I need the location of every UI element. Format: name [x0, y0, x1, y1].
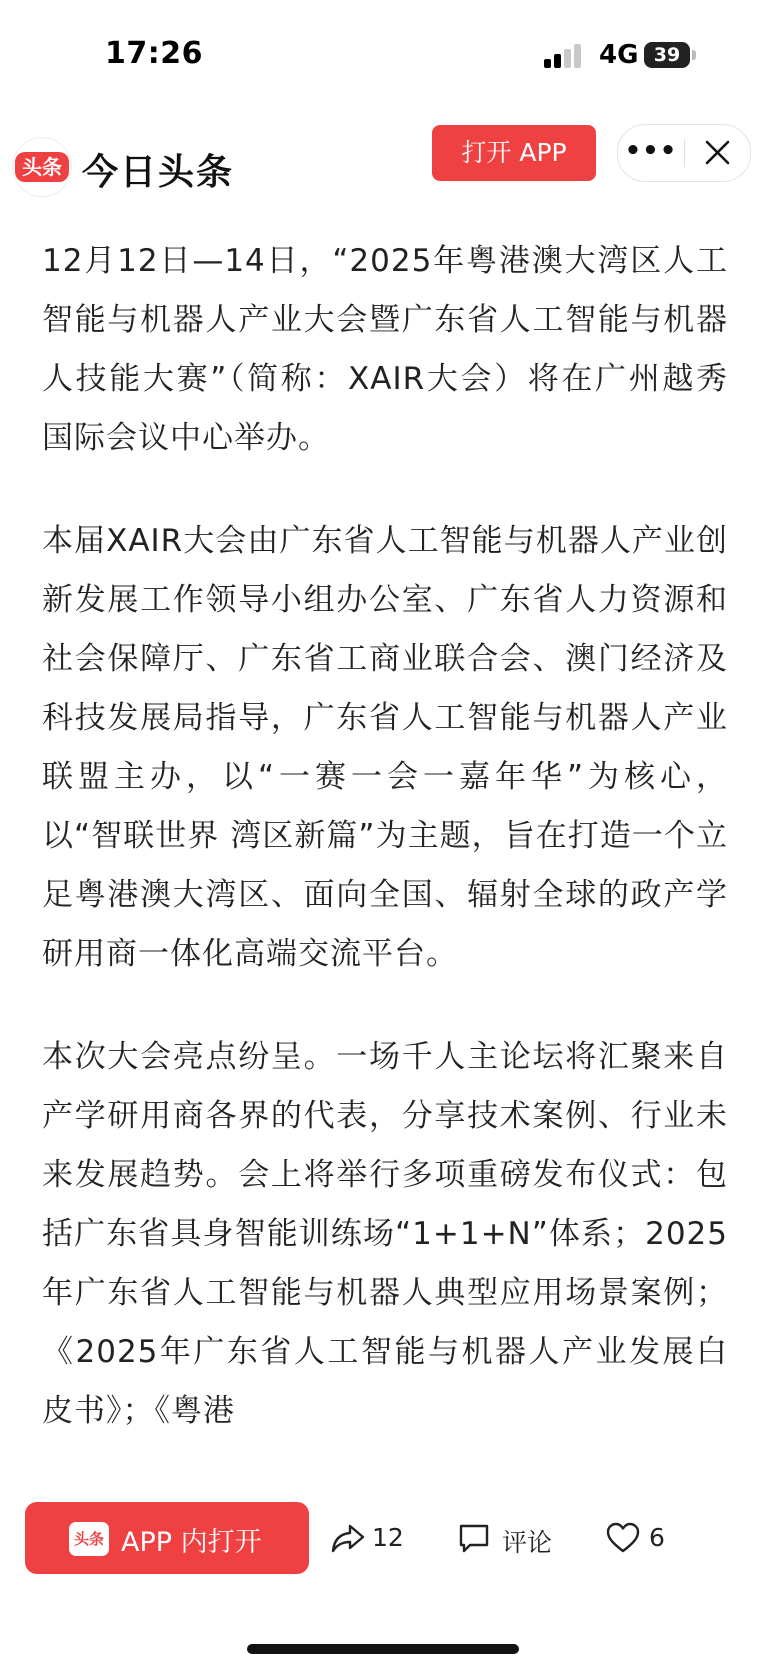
- status-bar: [0, 0, 768, 110]
- close-icon: [685, 125, 750, 181]
- share-count: 12: [372, 1523, 404, 1552]
- more-options-button[interactable]: •••: [624, 136, 678, 166]
- network-type: 4G: [599, 40, 639, 70]
- open-app-button[interactable]: 打开 APP: [432, 125, 596, 181]
- logo-text: 头条: [15, 152, 69, 182]
- article-paragraph: 12月12日—14日，“2025年粤港澳大湾区人工智能与机器人产业大会暨广东省人工智能与机器人技能大赛”（简称：XAIR大会）将在广州越秀国际会议中心举办。: [42, 243, 728, 456]
- comment-button[interactable]: [456, 1502, 566, 1574]
- bottom-action-bar: [0, 1476, 768, 1669]
- open-in-app-label: APP 内打开: [121, 1527, 262, 1558]
- battery-tip: [692, 50, 696, 60]
- app-name: 今日头条: [82, 152, 235, 193]
- close-button[interactable]: [685, 125, 750, 181]
- mini-program-capsule: [617, 124, 751, 182]
- article-paragraph: 本届XAIR大会由广东省人工智能与机器人产业创新发展工作领导小组办公室、广东省人力资源和社会保障厅、广东省工商业联合会、澳门经济及科技发展局指导，广东省人工智能与机器人产业联盟主办，以“一赛一会一嘉年华”为核心，以“智联世界 湾区新篇”为主题，旨在打造一个立足粤港澳大湾区、面向全国、辐射全球的政产学研用商一体化高端交流平台。: [42, 523, 728, 972]
- toutiao-logo-icon: [13, 138, 71, 196]
- home-indicator: [247, 1644, 519, 1654]
- signal-icon: [544, 44, 584, 68]
- comment-label: 评论: [502, 1528, 553, 1557]
- app-header: [0, 118, 768, 208]
- comment-icon: [456, 1520, 492, 1556]
- like-count: 6: [649, 1523, 665, 1552]
- battery-icon: 39: [644, 42, 690, 68]
- status-time: 17:26: [105, 36, 203, 71]
- toutiao-mini-logo-icon: 头条: [69, 1522, 109, 1556]
- article-body: [42, 232, 728, 1485]
- like-button[interactable]: [605, 1502, 685, 1574]
- open-in-app-button[interactable]: [25, 1502, 309, 1574]
- share-button[interactable]: [330, 1502, 420, 1574]
- share-icon: [330, 1520, 366, 1556]
- like-heart-icon: [605, 1520, 641, 1556]
- article-paragraph: 本次大会亮点纷呈。一场千人主论坛将汇聚来自产学研用商各界的代表，分享技术案例、行业未来发展趋势。会上将举行多项重磅发布仪式：包括广东省具身智能训练场“1+1+N”体系；2025年广东省人工智能与机器人典型应用场景案例；《2025年广东省人工智能与机器人产业发展白皮书》；《粤港: [42, 1039, 729, 1429]
